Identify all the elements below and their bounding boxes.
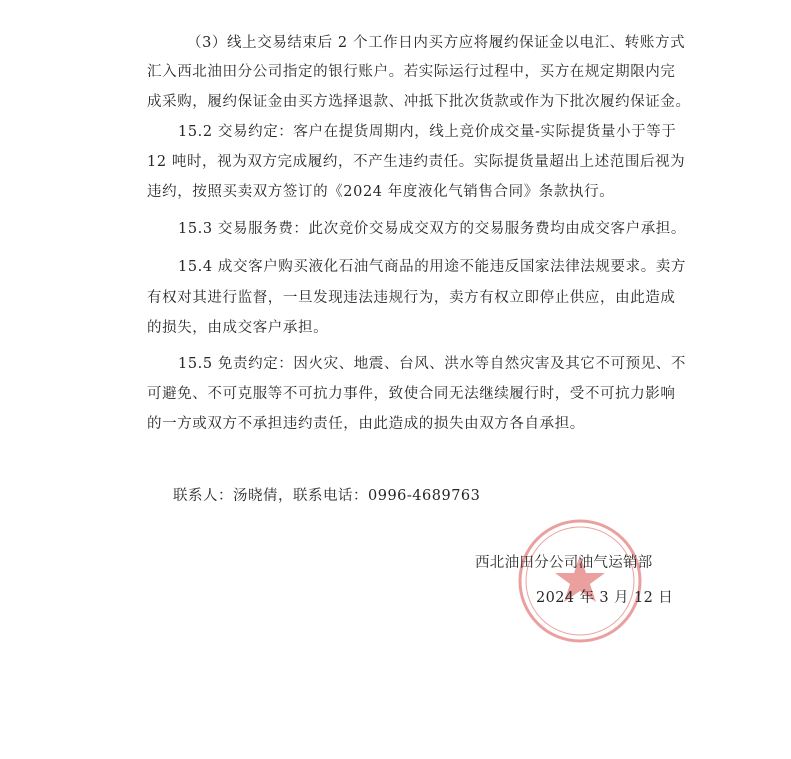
paragraph-line: 的损失，由成交客户承担。 — [147, 320, 329, 336]
paragraph-line: 15.5 免责约定：因火灾、地震、台风、洪水等自然灾害及其它不可预见、不 — [178, 356, 686, 372]
paragraph-line: 的一方或双方不承担违约责任，由此造成的损失由双方各自承担。 — [147, 416, 585, 432]
paragraph-line: （3）线上交易结束后 2 个工作日内买方应将履约保证金以电汇、转账方式 — [187, 35, 686, 51]
signature-org: 西北油田分公司油气运销部 — [475, 555, 653, 571]
official-seal — [514, 515, 646, 647]
paragraph-line: 违约，按照买卖双方签订的《2024 年度液化气销售合同》条款执行。 — [147, 184, 615, 200]
paragraph-line: 15.4 成交客户购买液化石油气商品的用途不能违反国家法律法规要求。卖方 — [178, 259, 686, 275]
paragraph-line: 有权对其进行监督，一旦发现违法违规行为，卖方有权立即停止供应，由此造成 — [147, 290, 676, 306]
contact-line: 联系人：汤晓倩，联系电话：0996-4689763 — [173, 488, 481, 504]
paragraph-line: 成采购，履约保证金由买方选择退款、冲抵下批次货款或作为下批次履约保证金。 — [147, 94, 691, 110]
paragraph-line: 15.2 交易约定：客户在提货周期内，线上竞价成交量-实际提货量小于等于 — [178, 124, 677, 140]
paragraph-line: 12 吨时，视为双方完成履约，不产生违约责任。实际提货量超出上述范围后视为 — [147, 154, 686, 170]
signature-date: 2024 年 3 月 12 日 — [536, 590, 674, 606]
paragraph-line: 可避免、不可克服等不可抗力事件，致使合同无法继续履行时，受不可抗力影响 — [147, 386, 676, 402]
paragraph-line: 汇入西北油田分公司指定的银行账户。若实际运行过程中，买方在规定期限内完 — [147, 64, 676, 80]
paragraph-line: 15.3 交易服务费：此次竞价交易成交双方的交易服务费均由成交客户承担。 — [178, 221, 686, 237]
